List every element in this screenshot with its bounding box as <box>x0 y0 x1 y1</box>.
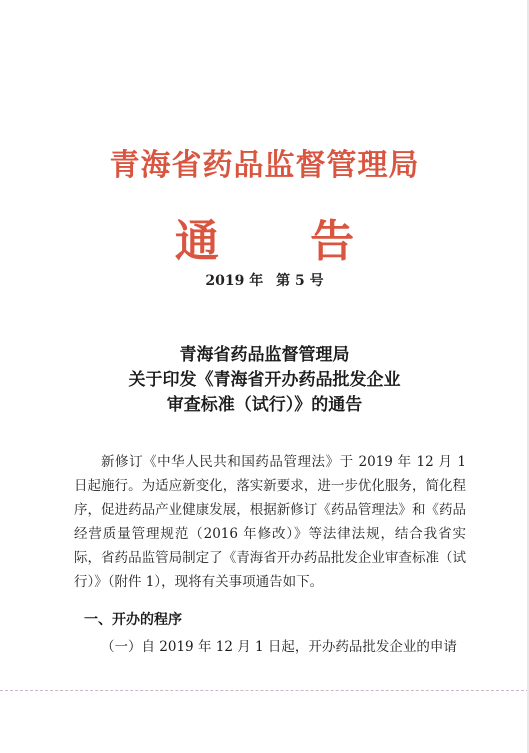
notice-title: 通 告 <box>174 216 393 267</box>
subsection-item: （一）自 2019 年 12 月 1 日起，开办药品批发企业的申请 <box>101 639 457 655</box>
agency-title: 青海省药品监督管理局 <box>109 148 420 183</box>
page-divider <box>0 690 529 692</box>
body-paragraph: 新修订《中华人民共和国药品管理法》于 2019 年 12 月 1 日起施行。为适应新变化，落实新要求，进一步优化服务，简化程序，促进药品产业健康发展，根据新修订《药品管理法》和《药品经营质量管理规范（2016 年修改）》等法律法规，结合我省实际，省药品监管局制定了《青海省开办药品批发企业审查标准（试行）》（附件 1），现将有关事项通告如下。 <box>74 454 466 590</box>
notice-subject <box>0 343 529 418</box>
doc-serial: 第 5 号 <box>276 273 324 289</box>
doc-year: 2019 年 <box>205 273 264 289</box>
section-heading: 一、开办的程序 <box>84 612 182 628</box>
document-number <box>0 270 529 290</box>
body-text <box>74 450 466 594</box>
subject-line-3: 审查标准（试行）》的通告 <box>166 395 363 415</box>
subject-line-1: 青海省药品监督管理局 <box>179 345 350 365</box>
subject-line-2: 关于印发《青海省开办药品批发企业 <box>128 370 401 390</box>
